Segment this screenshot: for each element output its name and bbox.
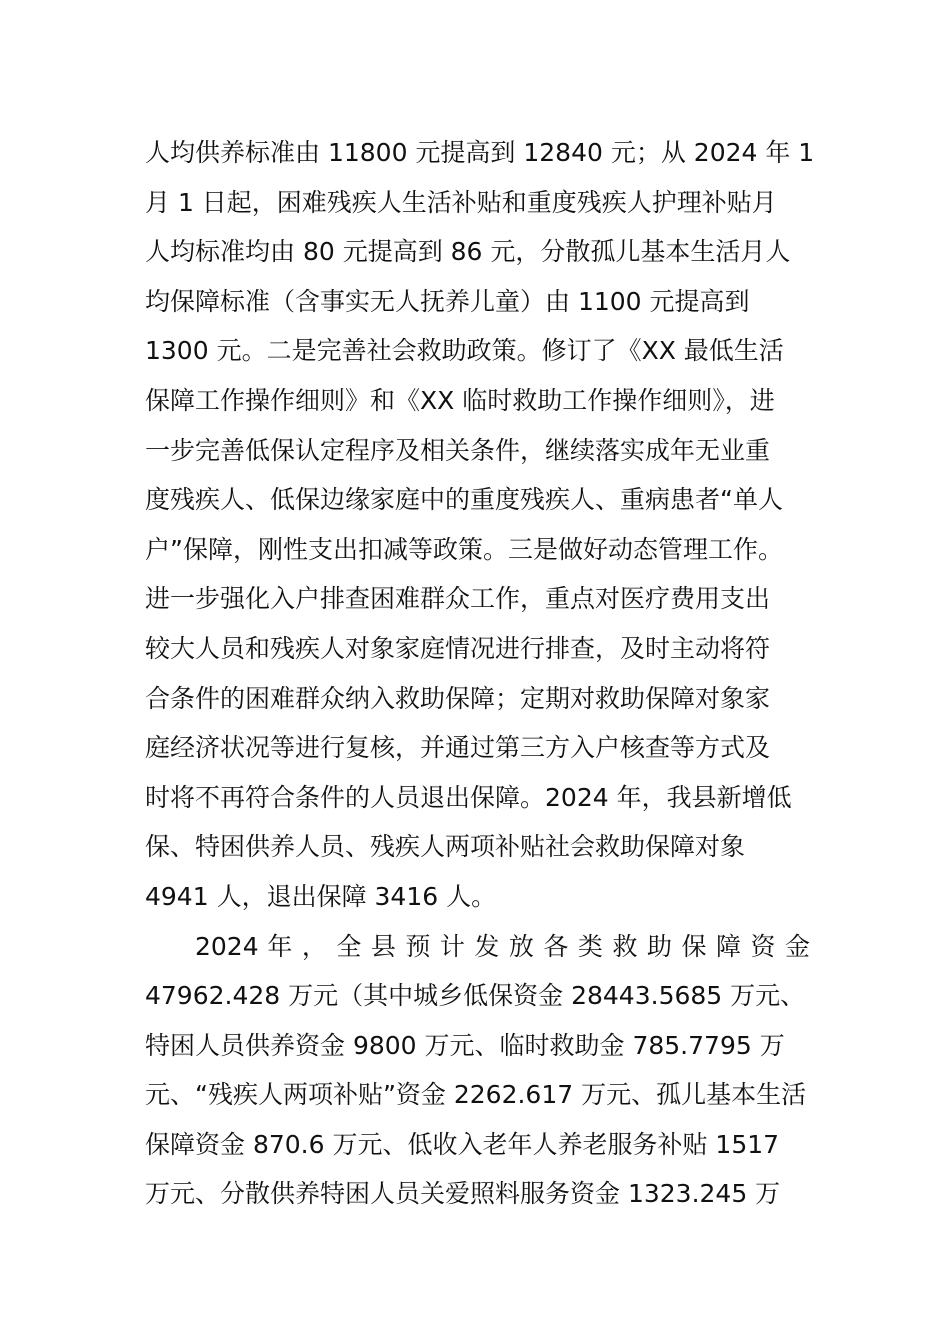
text-line: 度残疾人、低保边缘家庭中的重度残疾人、重病患者“单人 xyxy=(145,485,783,515)
body-text xyxy=(145,128,815,1219)
text-line: 一步完善低保认定程序及相关条件，继续落实成年无业重 xyxy=(145,435,771,465)
text-line: 进一步强化入户排查困难群众工作，重点对医疗费用支出 xyxy=(145,584,771,614)
text-line: 人均供养标准由 11800 元提高到 12840 元；从 2024 年 1 xyxy=(145,138,815,167)
text-line: 合条件的困难群众纳入救助保障；定期对救助保障对象家 xyxy=(145,683,771,713)
text-line: 保障工作操作细则》和《XX 临时救助工作操作细则》，进 xyxy=(145,385,775,415)
text-line: 月 1 日起，困难残疾人生活补贴和重度残疾人护理补贴月 xyxy=(145,187,777,217)
text-line: 时将不再符合条件的人员退出保障。2024 年，我县新增低 xyxy=(145,782,792,812)
text-line: 较大人员和残疾人对象家庭情况进行排查，及时主动将符 xyxy=(145,633,771,663)
text-line: 庭经济状况等进行复核，并通过第三方入户核查等方式及 xyxy=(145,733,771,763)
text-line: 万元、分散供养特困人员关爱照料服务资金 1323.245 万 xyxy=(145,1179,781,1209)
text-line: 47962.428 万元（其中城乡低保资金 28443.5685 万元、 xyxy=(145,981,806,1011)
text-line: 人均标准均由 80 元提高到 86 元，分散孤儿基本生活月人 xyxy=(145,237,791,267)
text-line: 均保障标准（含事实无人抚养儿童）由 1100 元提高到 xyxy=(145,286,750,316)
paragraph-first-line: 2024 年 ， 全 县 预 计 发 放 各 类 救 助 保 障 资 金 xyxy=(195,931,810,961)
text-line: 4941 人，退出保障 3416 人。 xyxy=(145,881,497,911)
text-line: 1300 元。二是完善社会救助政策。修订了《XX 最低生活 xyxy=(145,336,784,366)
text-line: 户”保障，刚性支出扣减等政策。三是做好动态管理工作。 xyxy=(145,534,783,564)
text-line: 特困人员供养资金 9800 万元、临时救助金 785.7795 万 xyxy=(145,1030,785,1060)
text-line: 元、“残疾人两项补贴”资金 2262.617 万元、孤儿基本生活 xyxy=(145,1080,807,1110)
text-line: 保、特困供养人员、残疾人两项补贴社会救助保障对象 xyxy=(145,832,746,862)
text-line: 保障资金 870.6 万元、低收入老年人养老服务补贴 1517 xyxy=(145,1129,780,1159)
